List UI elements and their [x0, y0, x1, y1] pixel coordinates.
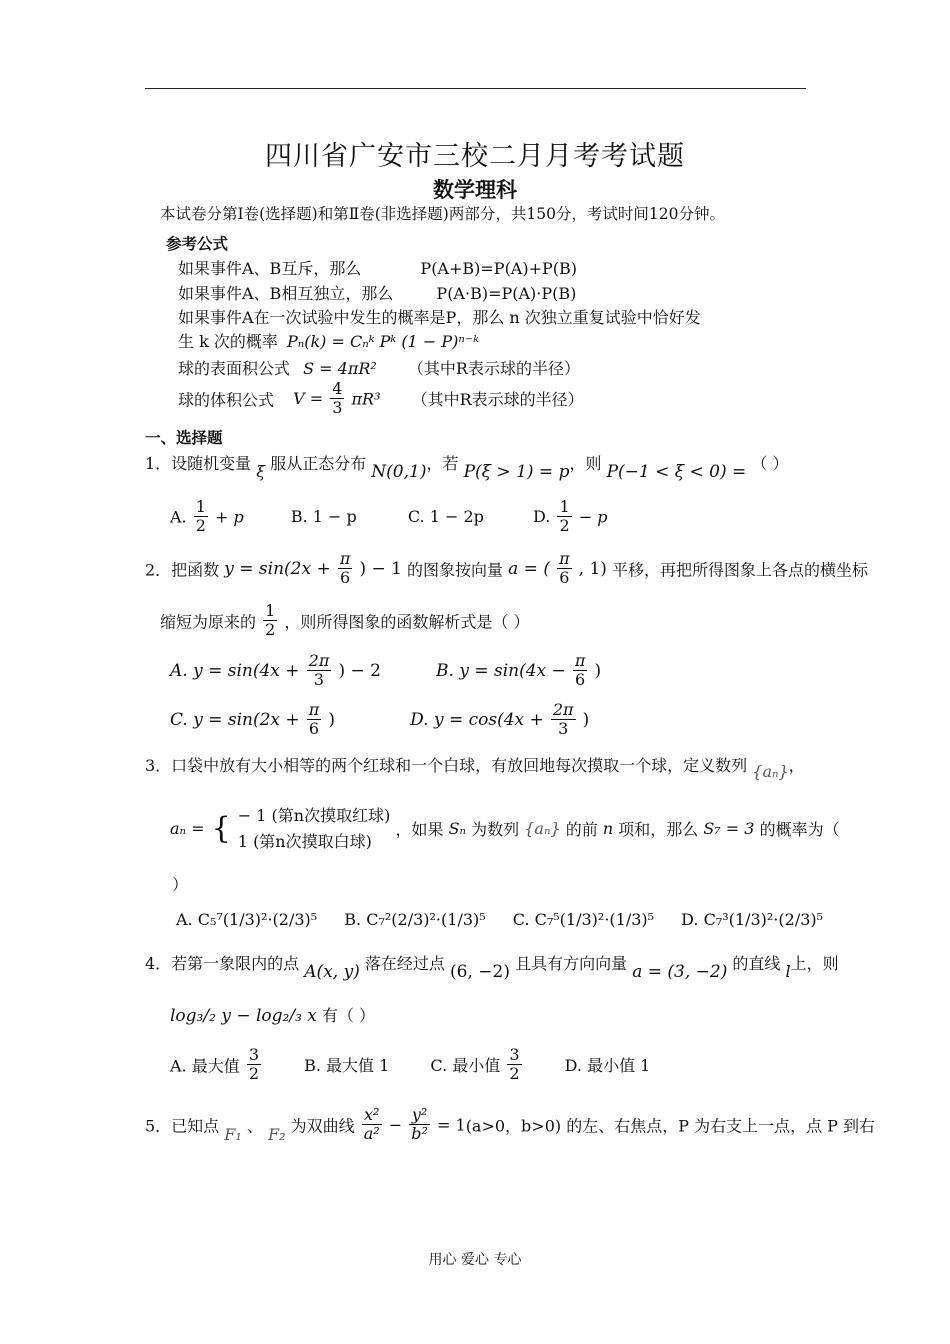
q1-condition: P(ξ > 1) = p: [463, 462, 570, 482]
q2-option-d-fraction: $\frac{2\pi}{3}$: [552, 700, 574, 739]
page-title: 四川省广安市三校二月月考考试题: [265, 141, 685, 172]
q5-text-b: 为双曲线: [290, 1116, 355, 1136]
q3-an: aₙ =: [170, 819, 205, 839]
q2-option-c-b: ): [328, 709, 336, 730]
q1-option-d-rest: − p: [578, 507, 608, 527]
q1-text-a: 1．设随机变量: [145, 454, 252, 473]
q1-xi: ξ: [256, 462, 266, 481]
q5-x-fraction: $\frac{\text{x²}}{\text{a²}}$: [363, 1105, 380, 1144]
q3-text-f: 的概率为（: [759, 820, 840, 840]
q2-text-b: 的图象按向量: [407, 560, 504, 580]
q4-option-c-fraction: $\frac{3}{2}$: [509, 1045, 520, 1084]
q3-case-1: − 1 (第n次摸取红球): [237, 806, 391, 825]
q1-option-a-label: A.: [170, 507, 187, 527]
top-rule: [145, 88, 806, 89]
q3-option-b: B. C₇²(2/3)²·(1/3)⁵: [344, 910, 486, 929]
question-1: [145, 451, 789, 482]
q1-text-d: ，则: [569, 454, 602, 473]
q2-line2-a: 缩短为原来的: [160, 612, 257, 632]
q3-option-a: A. C₅⁷(1/3)²·(2/3)⁵: [176, 910, 318, 929]
formula-6-fraction: $\frac{4}{3}$: [332, 379, 343, 418]
page-subtitle: 数学理科: [433, 177, 517, 202]
q5-text-a: 5．已知点: [145, 1116, 220, 1136]
q1-option-a-fraction: $\frac{1}{2}$: [195, 497, 206, 536]
q2-line2-b: ，则所得图象的函数解析式是（ ）: [284, 612, 530, 632]
q3-sequence: {aₙ}: [752, 762, 789, 781]
q1-option-a-rest: + p: [215, 507, 244, 527]
q2-options-row-1: [170, 652, 601, 690]
q4-option-a-fraction: $\frac{3}{2}$: [248, 1045, 260, 1084]
formula-4-text: 生 k 次的概率: [178, 332, 278, 351]
q2-text-a: 2．把函数: [145, 560, 220, 580]
q2-option-d-a: D. y = cos(4x +: [410, 709, 544, 730]
formula-line-5: [178, 356, 580, 379]
q2-vector-fraction: $\frac{\pi}{6}$: [559, 549, 570, 588]
q2-options-row-2: [170, 701, 589, 739]
q1-text-b: 服从正态分布: [270, 454, 367, 473]
q1-option-d-label: D.: [533, 507, 551, 527]
question-4: [145, 951, 839, 982]
question-5: [145, 1106, 875, 1144]
section-heading: 一、选择题: [145, 428, 223, 447]
q3-text-e: 项和，那么: [618, 820, 699, 840]
exam-intro: 本试卷分第Ⅰ卷(选择题)和第Ⅱ卷(非选择题)两部分，共150分，考试时间120分钟。: [160, 205, 726, 223]
q5-f2: F₂: [268, 1125, 286, 1145]
q2-line-2: [160, 602, 529, 640]
q3-option-c: C. C₇⁵(1/3)²·(1/3)⁵: [512, 910, 655, 929]
q1-option-b: B. 1 − p: [290, 507, 357, 527]
q2-func-b: ) − 1: [359, 558, 402, 579]
q3-case-2: 1 (第n次摸取白球): [237, 831, 372, 851]
q3-comma: ，: [788, 756, 805, 775]
q2-option-b-fraction: $\frac{\pi}{6}$: [574, 651, 586, 690]
formula-1-text: 如果事件A、B互斥，那么: [178, 259, 362, 278]
q4-option-b: B. 最大值 1: [304, 1056, 390, 1076]
q3-s7: S₇ = 3: [703, 819, 755, 839]
q3-close-paren: ）: [172, 875, 189, 894]
q2-text-c: 平移，再把所得图象上各点的横坐标: [612, 560, 869, 580]
q3-text-b: ，如果: [395, 820, 444, 840]
q4-line-l: l: [785, 962, 791, 981]
formula-6-note: （其中R表示球的半径）: [411, 390, 584, 410]
q4-text-f: 有（ ）: [321, 1006, 376, 1025]
formula-line-4: [178, 329, 479, 352]
formula-1-expr: P(A+B)=P(A)+P(B): [420, 259, 578, 278]
q1-options: [170, 498, 607, 536]
q4-option-c-a: C. 最小值: [430, 1056, 501, 1076]
q3-brace: {: [211, 811, 231, 847]
formula-5-expr: S = 4πR²: [303, 359, 377, 378]
formula-line-6: [178, 380, 584, 418]
q2-option-b-a: B. y = sin(4x −: [436, 660, 566, 681]
formula-line-1: [178, 256, 577, 279]
q4-option-a-a: A. 最大值: [170, 1056, 240, 1076]
q3-text-d: 的前: [565, 820, 598, 840]
q3-text-a: 3．口袋中放有大小相等的两个红球和一个白球，有放回地每次摸取一个球，定义数列: [145, 756, 748, 775]
q4-vector: a = (3, −2): [632, 962, 728, 982]
formula-6-text: 球的体积公式: [178, 390, 275, 410]
q2-option-b-b: ): [594, 660, 602, 681]
q2-option-c-fraction: $\frac{\pi}{6}$: [308, 700, 320, 739]
q3-cases: [238, 803, 391, 854]
q2-func-fraction: $\frac{\pi}{6}$: [339, 549, 351, 588]
q1-answer-paren: （ ）: [751, 454, 789, 473]
q4-text-d: 的直线: [732, 954, 781, 973]
formula-line-2: [178, 281, 576, 304]
q1-text-c: ，若: [426, 454, 459, 473]
q4-log-expression: log₃/₂ y − log₂/₃ x: [170, 1006, 317, 1026]
formulas-heading: 参考公式: [166, 234, 229, 253]
q1-ask: P(−1 < ξ < 0) =: [606, 462, 747, 482]
q2-line2-fraction: $\frac{1}{2}$: [265, 601, 276, 640]
q5-equals: = 1: [437, 1115, 466, 1135]
q3-sequence-2: {aₙ}: [524, 819, 561, 839]
formula-5-text: 球的表面积公式: [178, 359, 291, 378]
formula-6-rhs: πR³: [351, 389, 381, 409]
q3-definition: [170, 803, 840, 854]
q4-text-a: 4．若第一象限内的点: [145, 954, 300, 973]
q5-text-c: (a>0，b>0) 的左、右焦点，P 为右支上一点，点 P 到右: [465, 1116, 876, 1136]
q2-vector-a: a = (: [508, 558, 550, 579]
q2-option-a-fraction: $\frac{2\pi}{3}$: [308, 651, 330, 690]
q3-sn: Sₙ: [448, 819, 467, 839]
q2-vector-b: , 1): [578, 558, 607, 579]
q5-separator: 、: [246, 1116, 263, 1136]
q5-y-fraction: $\frac{\text{y²}}{\text{b²}}$: [411, 1105, 428, 1144]
q3-n: n: [602, 819, 614, 839]
q2-func-a: y = sin(2x +: [224, 558, 331, 579]
question-3: [145, 753, 805, 781]
q4-option-d: D. 最小值 1: [564, 1056, 651, 1076]
q2-option-d-b: ): [582, 709, 590, 730]
formula-6-lhs: V =: [293, 389, 324, 409]
formula-4-expr: Pₙ(k) = Cₙᵏ Pᵏ (1 − P)ⁿ⁻ᵏ: [286, 332, 480, 351]
q4-text-e: 上，则: [790, 954, 839, 973]
q1-option-d-fraction: $\frac{1}{2}$: [559, 497, 570, 536]
formula-2-expr: P(A·B)=P(A)·P(B): [436, 284, 577, 303]
q4-point-2: (6, −2): [450, 962, 510, 982]
page-footer: 用心 爱心 专心: [428, 1252, 522, 1268]
question-2: [145, 550, 868, 588]
q4-point: A(x, y): [304, 962, 360, 982]
q1-option-c: C. 1 − 2p: [407, 507, 484, 527]
q3-text-c: 为数列: [471, 820, 520, 840]
formula-line-3: 如果事件A在一次试验中发生的概率是P，那么 n 次独立重复试验中恰好发: [178, 308, 701, 327]
q2-option-a-b: ) − 2: [338, 660, 381, 681]
q3-option-d: D. C₇³(1/3)²·(2/3)⁵: [681, 910, 824, 929]
q2-option-a-a: A. y = sin(4x +: [170, 660, 300, 681]
q1-distribution: N(0,1): [371, 462, 427, 482]
formula-5-note: （其中R表示球的半径）: [407, 359, 580, 378]
q3-options: [176, 910, 823, 929]
q4-options: [170, 1046, 650, 1084]
q5-minus: −: [388, 1115, 403, 1135]
formula-2-text: 如果事件A、B相互独立，那么: [178, 284, 394, 303]
q4-text-c: 且具有方向向量: [515, 954, 628, 973]
q4-expression: [170, 1003, 375, 1026]
q4-text-b: 落在经过点: [364, 954, 445, 973]
q2-option-c-a: C. y = sin(2x +: [170, 709, 300, 730]
q5-f1: F₁: [224, 1125, 242, 1145]
